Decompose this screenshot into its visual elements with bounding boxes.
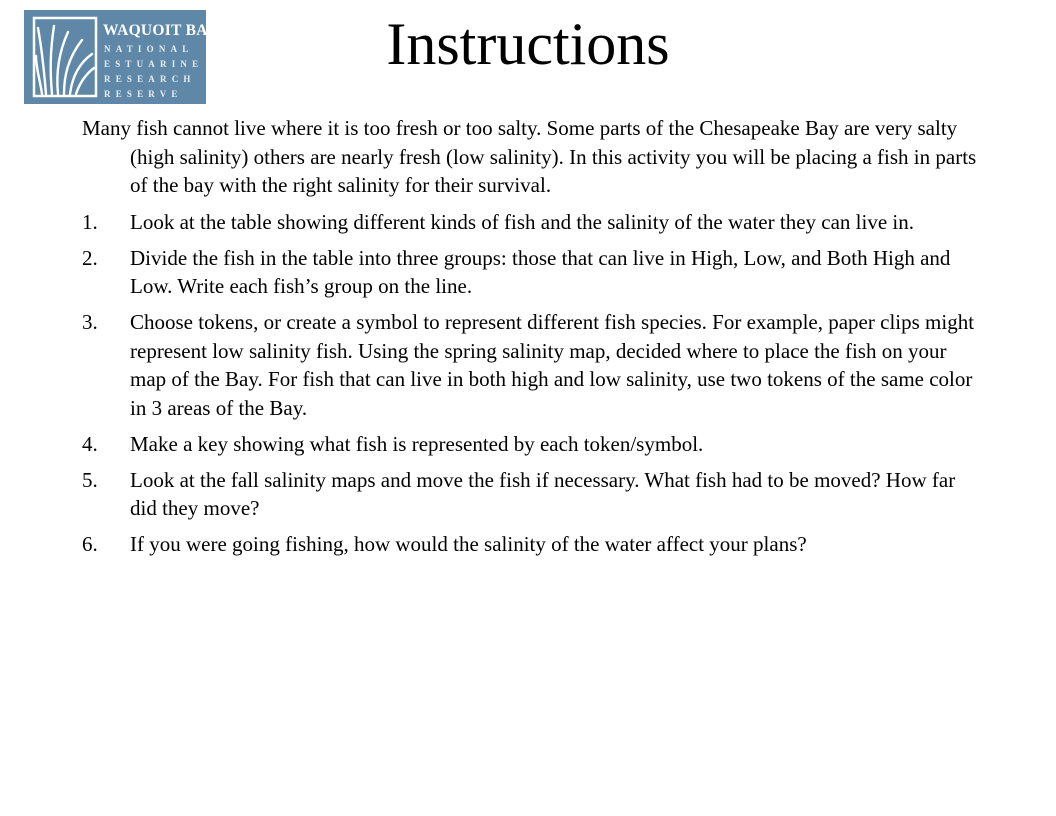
logo-line-estuarine: ESTUARINE: [104, 59, 204, 69]
logo-line-national: NATIONAL: [104, 44, 194, 54]
step-number: 1.: [82, 209, 98, 234]
step-item: [82, 208, 982, 237]
step-text: Choose tokens, or create a symbol to represent different fish species. For example, paper clips might represent low salinity fish. Using the spring salinity map, decided where to place the fish on your map of the Bay. For fish that can live in both high and low salinity, use two tokens of the same color in 3 areas of the Bay.: [130, 310, 975, 420]
instructions-body: [82, 114, 982, 566]
logo-line-research: RESEARCH: [104, 74, 196, 84]
logo-line-reserve: RESERVE: [104, 89, 183, 99]
step-item: [82, 244, 982, 301]
intro-paragraph: Many fish cannot live where it is too fresh or too salty. Some parts of the Chesapeake Bay are very salty (high salinity) others are nearly fresh (low salinity). In this activity you will be placing a fish in parts of the bay with the right salinity for their survival.: [82, 116, 977, 197]
step-number: 3.: [82, 310, 98, 334]
steps-list: [82, 208, 982, 559]
step-number: 5.: [82, 467, 98, 492]
step-text: Look at the table showing different kinds of fish and the salinity of the water they can live in.: [130, 209, 914, 234]
step-item: [82, 430, 982, 459]
step-text: Make a key showing what fish is represented by each token/symbol.: [130, 431, 704, 456]
step-item: [82, 466, 982, 523]
step-text: Look at the fall salinity maps and move the fish if necessary. What fish had to be moved? How far did they move?: [130, 467, 956, 520]
step-text: Divide the fish in the table into three groups: those that can live in High, Low, and Both High and Low. Write each fish’s group on the line.: [130, 245, 951, 298]
step-item: [82, 308, 982, 422]
page-title: Instructions: [386, 11, 670, 77]
logo-title: WAQUOIT BAY: [103, 22, 218, 39]
step-number: 6.: [82, 532, 98, 556]
step-item: [82, 530, 982, 559]
step-number: 4.: [82, 431, 98, 456]
step-text: If you were going fishing, how would the salinity of the water affect your plans?: [130, 532, 807, 556]
step-number: 2.: [82, 245, 98, 270]
